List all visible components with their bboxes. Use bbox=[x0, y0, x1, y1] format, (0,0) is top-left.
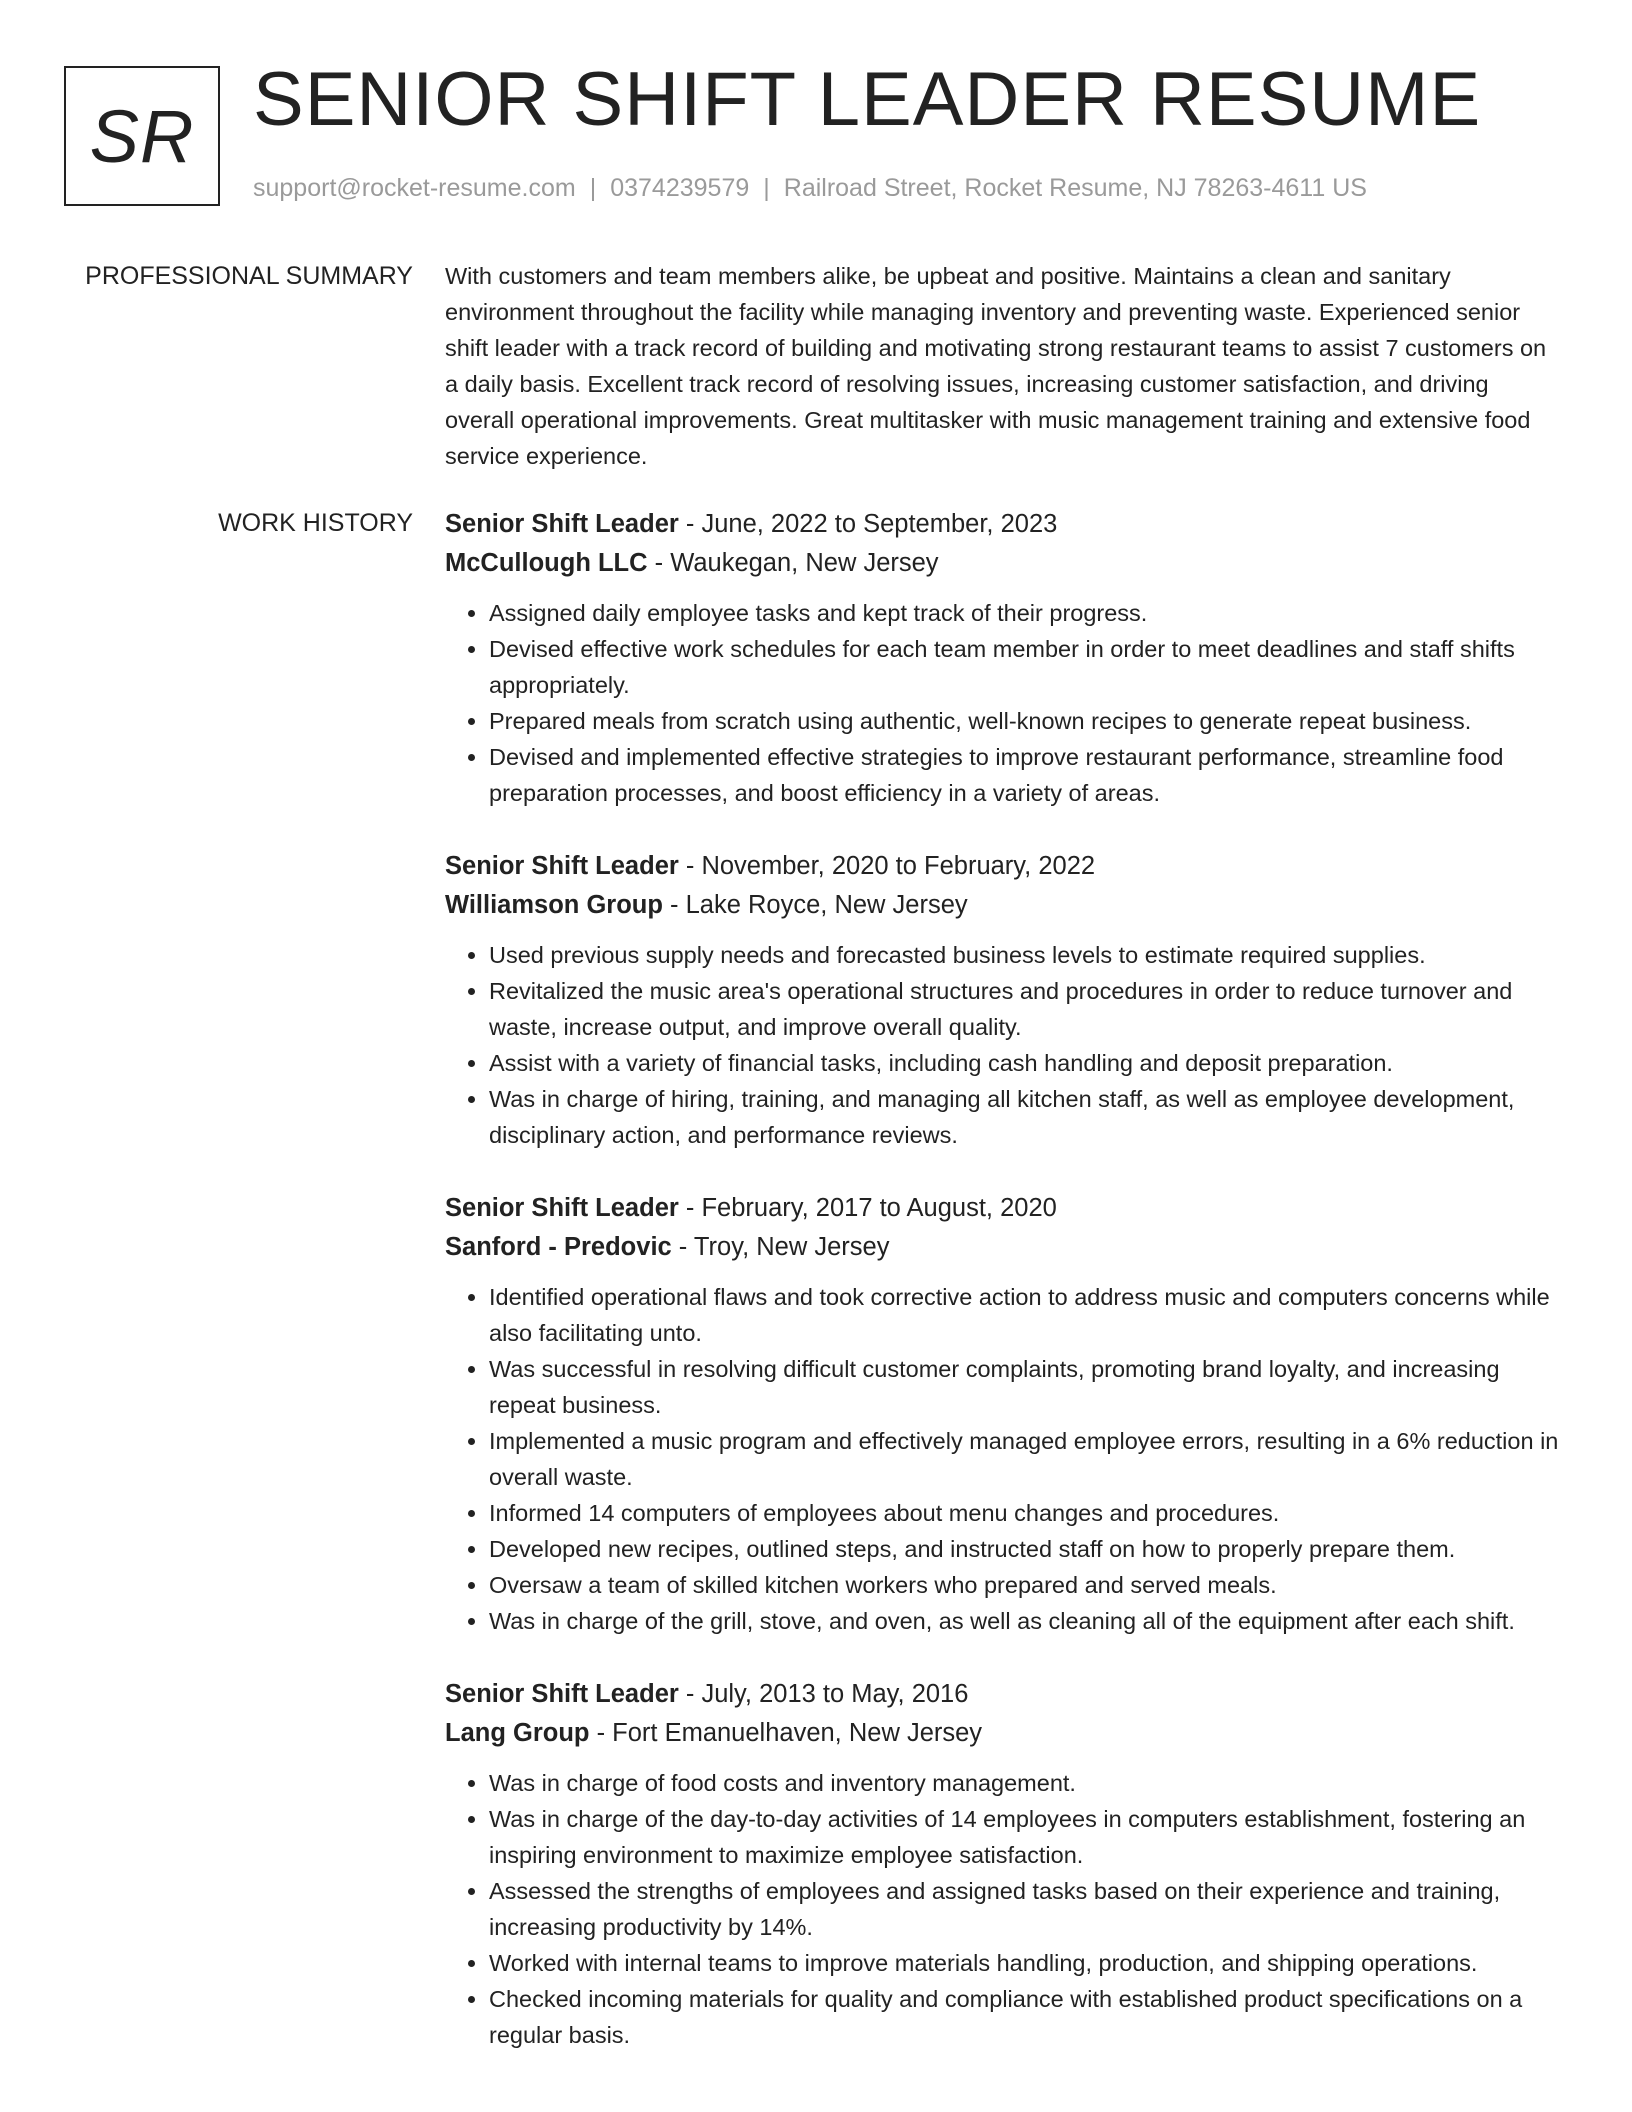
job-company: McCullough LLC bbox=[445, 549, 648, 577]
job-entry bbox=[445, 847, 1560, 1153]
job-bullet: • Identified operational flaws and took corrective action to address music and computers concerns while also facilitating unto. bbox=[489, 1279, 1560, 1351]
job-bullets bbox=[445, 1765, 1560, 2053]
contact-separator: | bbox=[763, 174, 770, 202]
job-bullet: • Assigned daily employee tasks and kept track of their progress. bbox=[489, 595, 1560, 631]
job-company-line bbox=[445, 1228, 1560, 1267]
job-title: Senior Shift Leader bbox=[445, 852, 679, 880]
contact-phone: 0374239579 bbox=[610, 174, 750, 202]
summary-text: With customers and team members alike, be upbeat and positive. Maintains a clean and sanitary environment throughout the facility while managing inventory and preventing waste. Experienced senior shift leader with a track record of building and motivating strong restaurant teams to assist 7 customers on a daily basis. Excellent track record of resolving issues, increasing customer satisfaction, and driving overall operational improvements. Great multitasker with music management training and extensive food service experience. bbox=[445, 263, 1547, 469]
job-bullet: • Used previous supply needs and forecasted business levels to estimate required supplies. bbox=[489, 937, 1560, 973]
job-dates: - November, 2020 to February, 2022 bbox=[678, 852, 1096, 880]
job-company: Williamson Group bbox=[445, 891, 663, 919]
job-bullet: • Was in charge of the grill, stove, and oven, as well as cleaning all of the equipment after each shift. bbox=[489, 1603, 1560, 1639]
summary-body bbox=[445, 258, 1560, 474]
job-title-line bbox=[445, 505, 1560, 544]
job-bullets bbox=[445, 937, 1560, 1153]
job-bullet: • Was successful in resolving difficult customer complaints, promoting brand loyalty, and increasing repeat business. bbox=[489, 1351, 1560, 1423]
job-title: Senior Shift Leader bbox=[445, 510, 679, 538]
monogram-initials: SR bbox=[89, 94, 195, 178]
job-bullet: • Assessed the strengths of employees and assigned tasks based on their experience and training, increasing productivity by 14%. bbox=[489, 1873, 1560, 1945]
job-bullet: • Was in charge of hiring, training, and managing all kitchen staff, as well as employee development, disciplinary action, and performance reviews. bbox=[489, 1081, 1560, 1153]
work-history-heading: WORK HISTORY bbox=[218, 509, 413, 537]
work-history-body bbox=[445, 505, 1560, 2089]
job-bullet: • Informed 14 computers of employees about menu changes and procedures. bbox=[489, 1495, 1560, 1531]
job-company-line bbox=[445, 1714, 1560, 1753]
job-entry bbox=[445, 1675, 1560, 2053]
contact-address: Railroad Street, Rocket Resume, NJ 78263-4611 US bbox=[783, 174, 1367, 202]
job-location: - Fort Emanuelhaven, New Jersey bbox=[589, 1719, 983, 1747]
job-dates: - July, 2013 to May, 2016 bbox=[678, 1680, 969, 1708]
job-title-line bbox=[445, 1189, 1560, 1228]
job-company-line bbox=[445, 886, 1560, 925]
job-location: - Waukegan, New Jersey bbox=[647, 549, 939, 577]
contact-line bbox=[253, 174, 1367, 203]
job-title-line bbox=[445, 847, 1560, 886]
contact-separator: | bbox=[589, 174, 597, 202]
contact-email: support@rocket-resume.com bbox=[253, 174, 576, 202]
job-bullets bbox=[445, 595, 1560, 811]
job-dates: - June, 2022 to September, 2023 bbox=[678, 510, 1058, 538]
job-company-line bbox=[445, 544, 1560, 583]
job-location: - Lake Royce, New Jersey bbox=[662, 891, 968, 919]
job-bullet: • Worked with internal teams to improve materials handling, production, and shipping operations. bbox=[489, 1945, 1560, 1981]
job-bullet: • Developed new recipes, outlined steps, and instructed staff on how to properly prepare them. bbox=[489, 1531, 1560, 1567]
job-entry bbox=[445, 505, 1560, 811]
job-bullets bbox=[445, 1279, 1560, 1639]
job-bullet: • Checked incoming materials for quality and compliance with established product specifications on a regular basis. bbox=[489, 1981, 1560, 2053]
job-bullet: • Was in charge of the day-to-day activities of 14 employees in computers establishment, fostering an inspiring environment to maximize employee satisfaction. bbox=[489, 1801, 1560, 1873]
job-bullet: • Was in charge of food costs and inventory management. bbox=[489, 1765, 1560, 1801]
monogram-box bbox=[64, 66, 220, 206]
job-title: Senior Shift Leader bbox=[445, 1194, 679, 1222]
job-title-line bbox=[445, 1675, 1560, 1714]
job-bullet: • Implemented a music program and effectively managed employee errors, resulting in a 6% reduction in overall waste. bbox=[489, 1423, 1560, 1495]
job-company: Sanford - Predovic bbox=[445, 1233, 672, 1261]
summary-heading: PROFESSIONAL SUMMARY bbox=[85, 262, 413, 290]
job-location: - Troy, New Jersey bbox=[671, 1233, 890, 1261]
job-bullet: • Prepared meals from scratch using authentic, well-known recipes to generate repeat business. bbox=[489, 703, 1560, 739]
page-title: SENIOR SHIFT LEADER RESUME bbox=[253, 57, 1482, 142]
job-bullet: • Assist with a variety of financial tasks, including cash handling and deposit preparation. bbox=[489, 1045, 1560, 1081]
job-entry bbox=[445, 1189, 1560, 1639]
job-bullet: • Oversaw a team of skilled kitchen workers who prepared and served meals. bbox=[489, 1567, 1560, 1603]
job-bullet: • Revitalized the music area's operational structures and procedures in order to reduce turnover and waste, increase output, and improve overall quality. bbox=[489, 973, 1560, 1045]
job-bullet: • Devised and implemented effective strategies to improve restaurant performance, streamline food preparation processes, and boost efficiency in a variety of areas. bbox=[489, 739, 1560, 811]
job-bullet: • Devised effective work schedules for each team member in order to meet deadlines and staff shifts appropriately. bbox=[489, 631, 1560, 703]
job-title: Senior Shift Leader bbox=[445, 1680, 679, 1708]
job-dates: - February, 2017 to August, 2020 bbox=[678, 1194, 1057, 1222]
job-company: Lang Group bbox=[445, 1719, 590, 1747]
